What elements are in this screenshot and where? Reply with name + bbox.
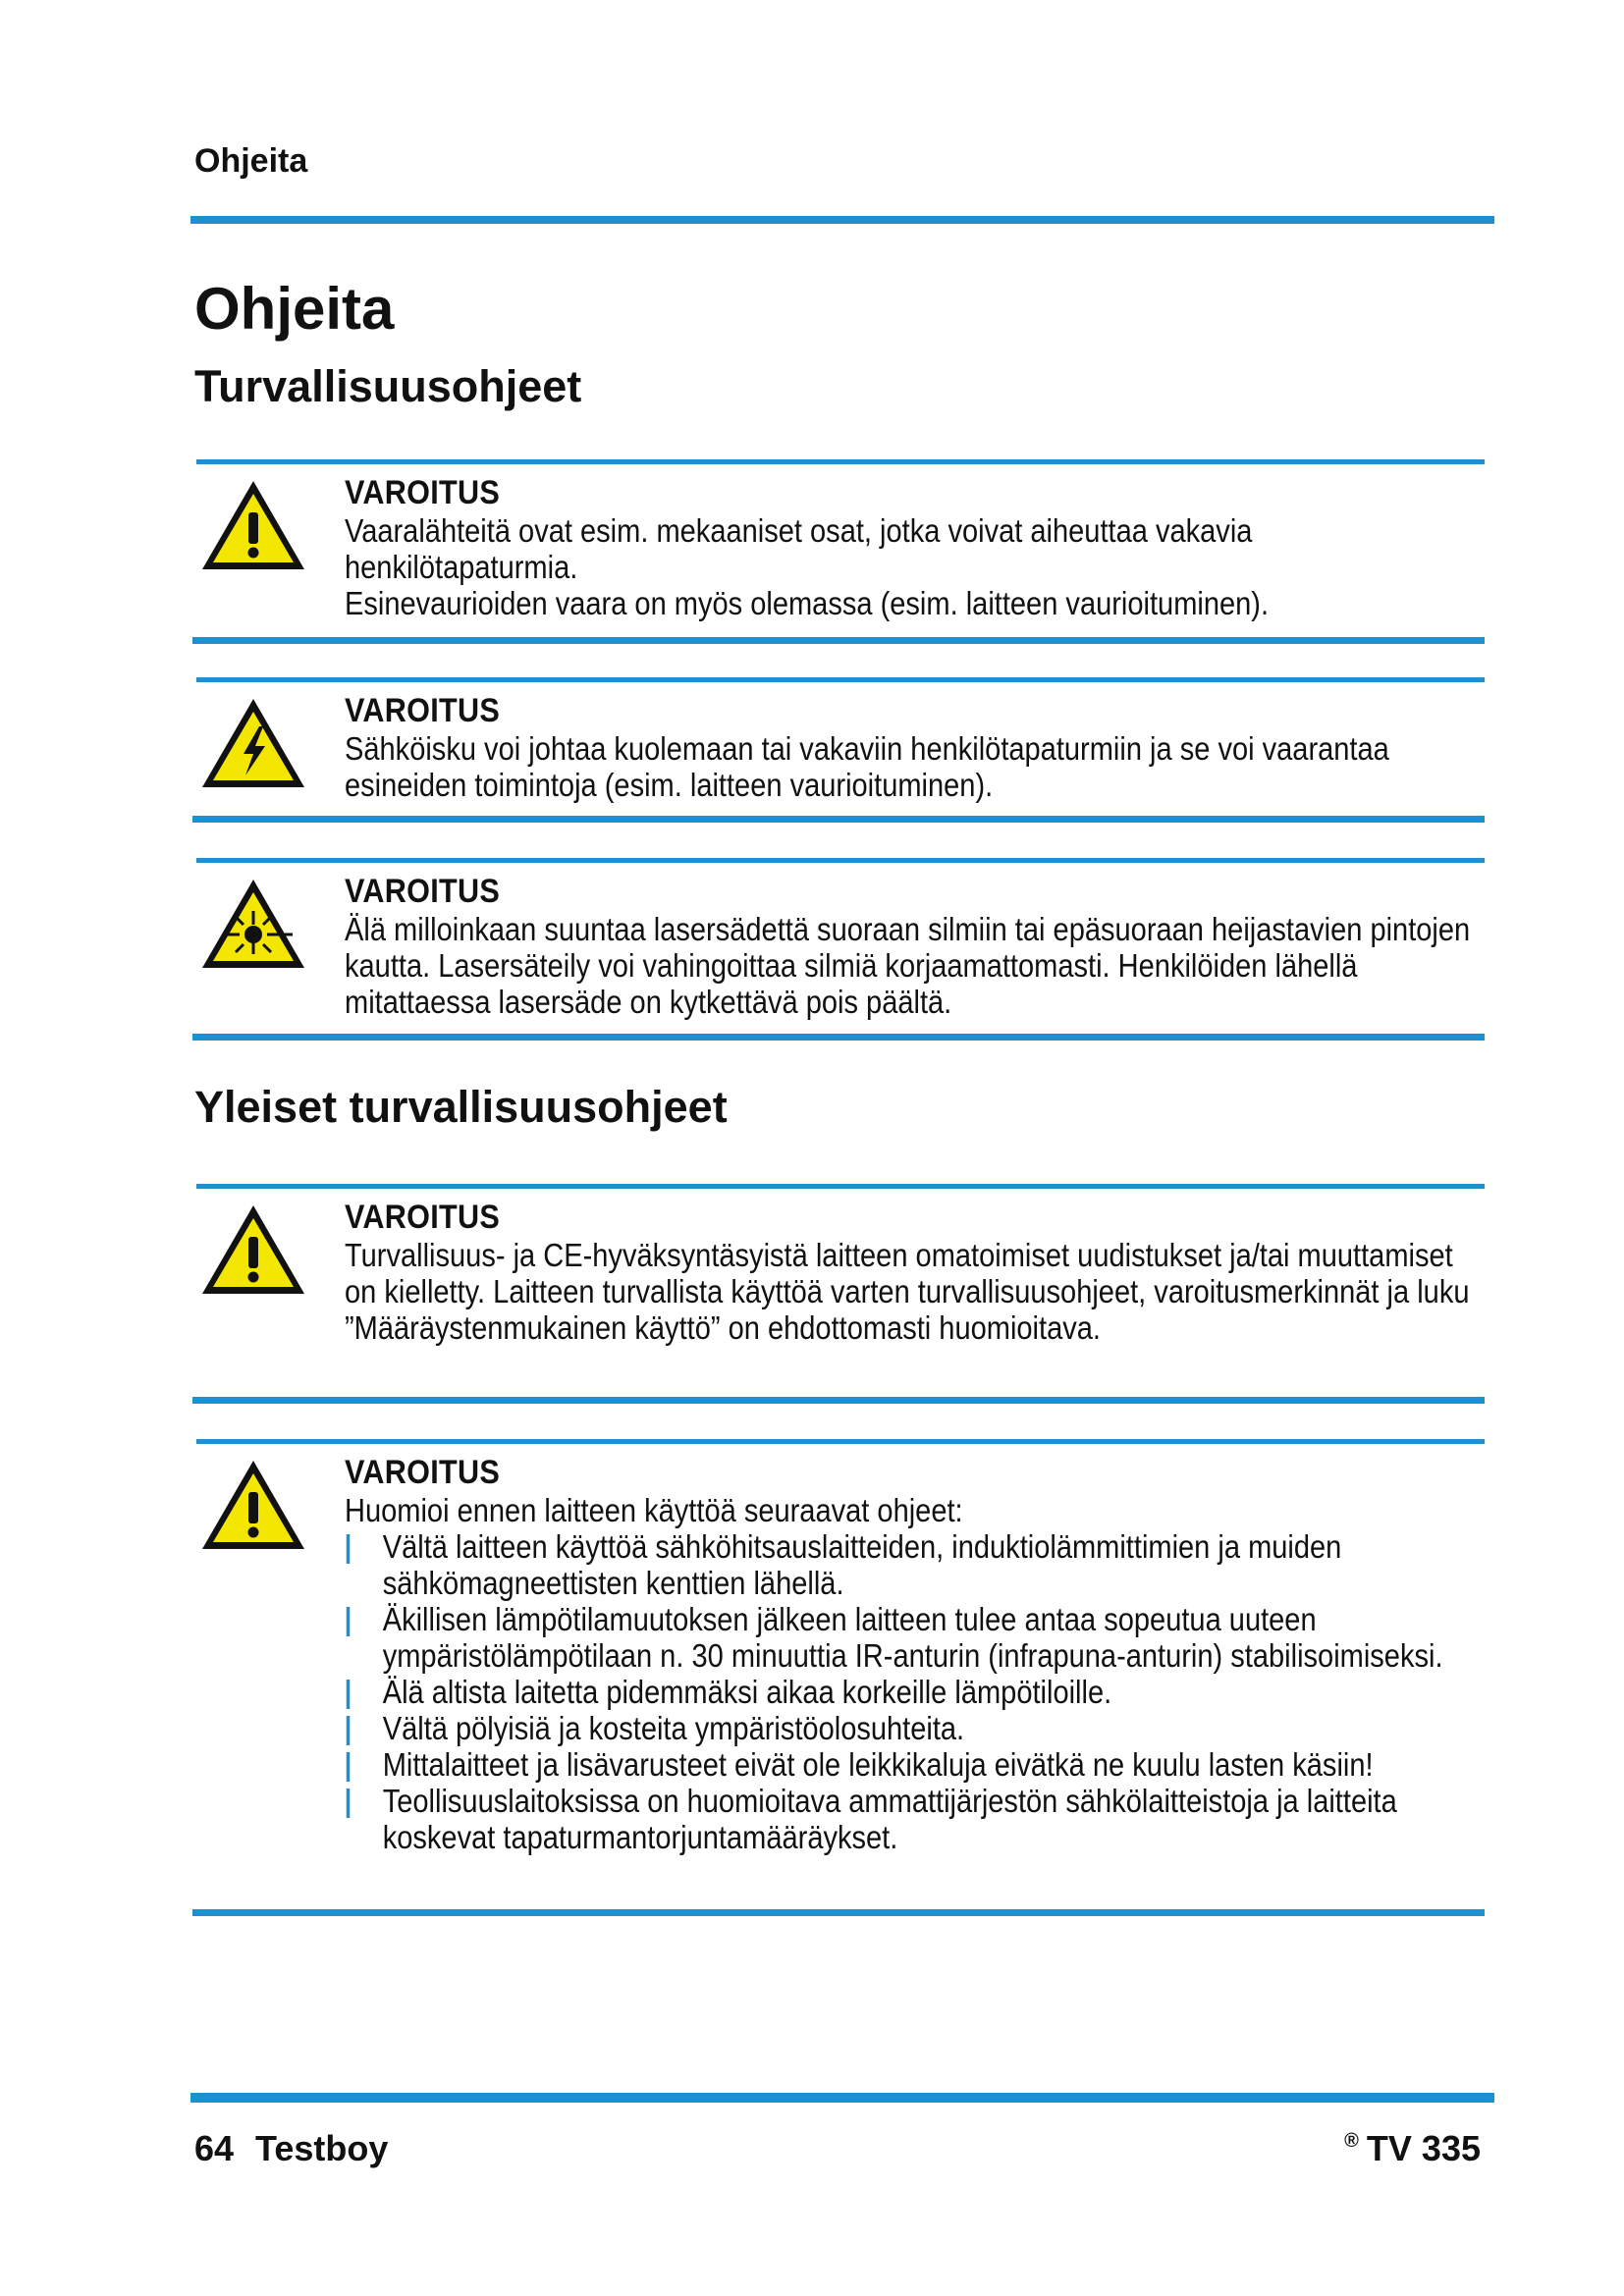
page-number: 64 [194,2128,235,2168]
footer-page-info [194,2128,388,2169]
general-warning-icon [198,1201,308,1298]
bullet-bar-icon [347,1607,351,1636]
warning-title: VAROITUS [345,692,501,729]
warning-box [192,459,1489,644]
warning-intro: Huomioi ennen laitteen käyttöä seuraavat ohjeet: [345,1492,963,1528]
laser-warning-icon [198,876,308,972]
registered-mark: ® [1344,2130,1359,2152]
general-warning-icon [198,1457,308,1553]
list-item: Mittalaitteet ja lisävarusteet eivät ole leikkikaluja eivätkä ne kuulu lasten käsiin! [345,1746,1483,1783]
header-section-label: Ohjeita [194,142,308,180]
footer-model [1344,2128,1481,2169]
bullet-bar-icon [347,1680,351,1709]
electric-shock-warning-icon [198,695,308,791]
section-heading-general-safety: Yleiset turvallisuusohjeet [194,1082,728,1132]
warning-text: Vaaralähteitä ovat esim. mekaaniset osat, jotka voivat aiheuttaa vakavia henkilötapaturmia. [345,512,1253,585]
list-item: Äkillisen lämpötilamuutoksen jälkeen laitteen tulee antaa sopeutua uuteen ympäristölämpötilaan n. 30 minuuttia IR-anturin (infrapuna-anturin) stabilisoimiseksi. [345,1601,1483,1674]
warning-text: Esinevaurioiden vaara on myös olemassa (esim. laitteen vaurioituminen). [345,585,1270,621]
warning-box [192,677,1489,823]
model-name: TV 335 [1366,2128,1481,2168]
brand-name: Testboy [255,2128,389,2168]
page-title: Ohjeita [194,276,395,342]
list-item: Älä altista laitetta pidemmäksi aikaa korkeille lämpötiloille. [345,1674,1483,1710]
safety-bullet-list [345,1528,1483,1855]
bullet-bar-icon [347,1752,351,1782]
warning-box [192,1439,1489,1916]
list-item: Teollisuuslaitoksissa on huomioitava ammattijärjestön sähkölaitteistoja ja laitteita koskevat tapaturmantorjuntamääräykset. [345,1783,1483,1855]
warning-box [192,858,1489,1041]
bullet-bar-icon [347,1789,351,1818]
warning-title: VAROITUS [345,1199,501,1236]
warning-title: VAROITUS [345,1454,501,1491]
section-heading-safety: Turvallisuusohjeet [194,361,582,411]
list-item: Vältä pölyisiä ja kosteita ympäristöolosuhteita. [345,1710,1483,1746]
header-rule [190,216,1494,224]
warning-box [192,1184,1489,1404]
footer-rule [190,2093,1494,2103]
warning-title: VAROITUS [345,873,501,910]
bullet-bar-icon [347,1534,351,1564]
general-warning-icon [198,477,308,573]
warning-title: VAROITUS [345,474,501,511]
warning-text: Sähköisku voi johtaa kuolemaan tai vakaviin henkilötapaturmiin ja se voi vaarantaa esineiden toimintoja (esim. laitteen vaurioituminen). [345,730,1389,803]
warning-text: Turvallisuus- ja CE-hyväksyntäsyistä laitteen omatoimiset uudistukset ja/tai muuttamiset on kielletty. Laitteen turvallista käyttöä varten turvallisuusohjeet, varoitusmerkinnät ja luku ”Määräystenmukainen käyttö” on ehdottomasti huomioitava. [345,1237,1470,1346]
warning-text: Älä milloinkaan suuntaa lasersädettä suoraan silmiin tai epäsuoraan heijastavien pintojen kautta. Lasersäteily voi vahingoittaa silmiä korjaamattomasti. Henkilöiden lähellä mitattaessa lasersäde on kytkettävä pois päältä. [345,911,1471,1020]
list-item: Vältä laitteen käyttöä sähköhitsauslaitteiden, induktiolämmittimien ja muiden sähkömagneettisten kenttien lähellä. [345,1528,1483,1601]
bullet-bar-icon [347,1716,351,1745]
